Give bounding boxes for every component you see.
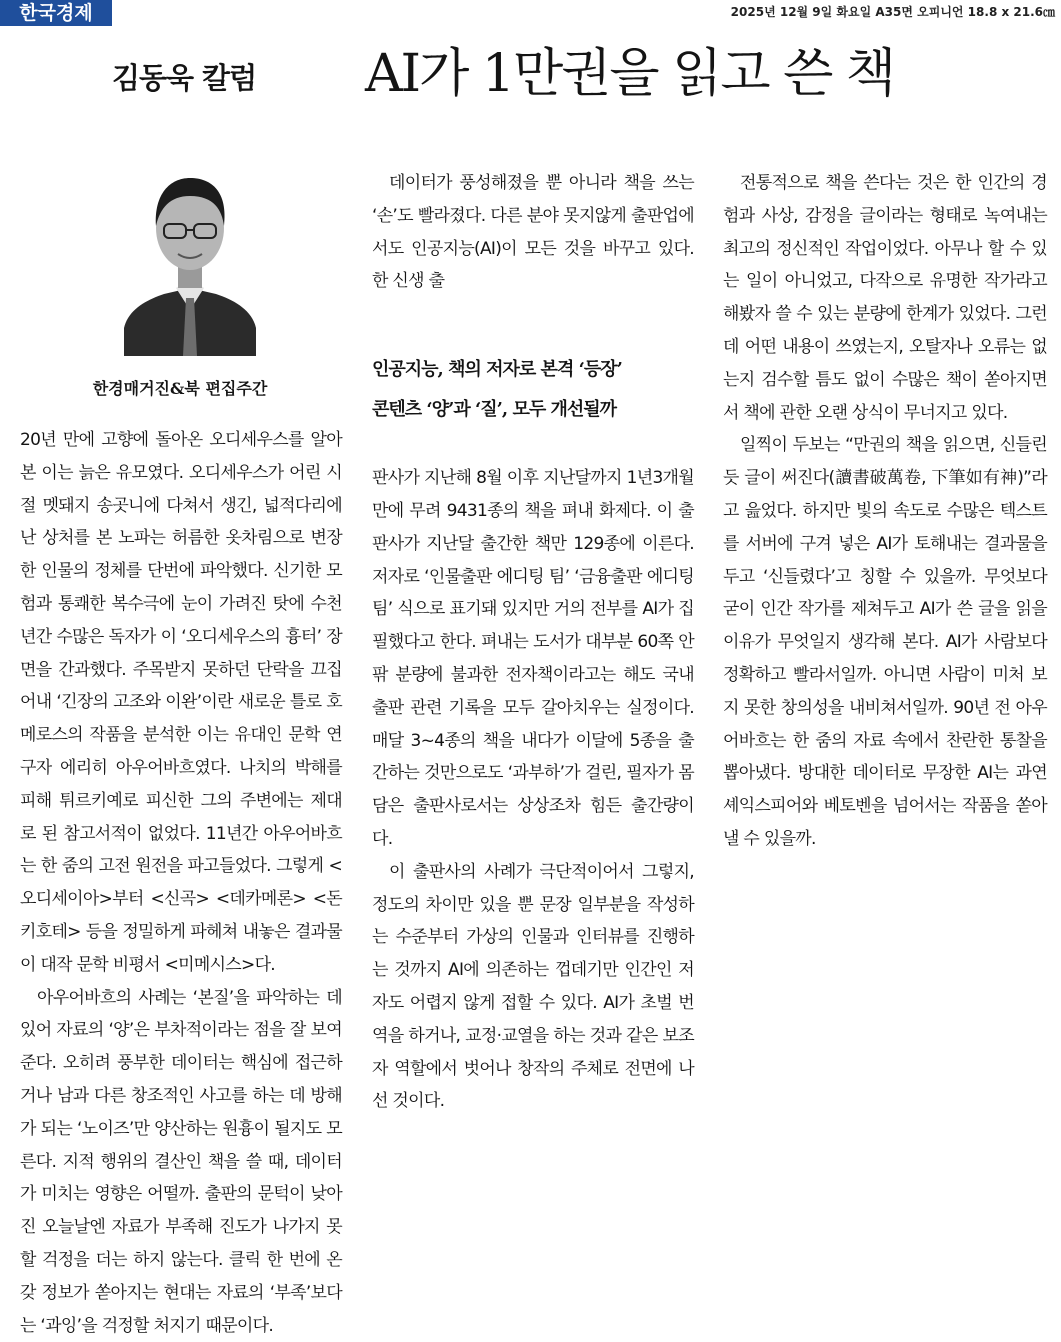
page-title: AI가 1만권을 읽고 쓴 책 xyxy=(365,44,895,104)
publication-info: 2025년 12월 9일 화요일 A35면 오피니언 18.8 x 21.6㎝ xyxy=(730,5,1055,19)
article-paragraph: 데이터가 풍성해졌을 뿐 아니라 책을 쓰는 ‘손’도 빨라졌다. 다른 분야 못지않게 출판업에서도 인공지능(AI)이 모든 것을 바꾸고 있다. 한 신생 출 xyxy=(372,173,694,292)
article-column-1 xyxy=(20,424,342,1342)
article-paragraph: 판사가 지난해 8월 이후 지난달까지 1년3개월 만에 무려 9431종의 책을 펴내 화제다. 이 출판사가 지난달 출간한 책만 129종에 이른다. 저자로 ‘인물출판 에디팅 팀’ ‘금융출판 에디팅 팀’ 식으로 표기돼 있지만 거의 전부를 AI가 집필했다고 한다. 펴내는 도서가 대부분 60쪽 안팎 분량에 불과한 전자책이라고는 해도 국내 출판 관련 기록을 모두 갈아치우는 실정이다. 매달 3~4종의 책을 내다가 이달에 5종을 출간하는 것만으로도 ‘과부하’가 걸린, 필자가 몸담은 출판사로서는 상상조차 힘든 출간량이다. xyxy=(372,468,694,849)
article-paragraph: 이 출판사의 사례가 극단적이어서 그렇지, 정도의 차이만 있을 뿐 문장 일부분을 작성하는 수준부터 가상의 인물과 인터뷰를 진행하는 것까지 AI에 의존하는 껍데기만 인간인 저자도 어렵지 않게 접할 수 있다. AI가 초벌 번역을 하거나, 교정·교열을 하는 것과 같은 보조자 역할에서 벗어나 창작의 주체로 전면에 나선 것이다. xyxy=(372,861,694,1112)
author-byline: 한경매거진&북 편집주간 xyxy=(92,379,268,398)
author-portrait xyxy=(124,160,256,356)
column-label: 김동욱 칼럼 xyxy=(112,61,257,95)
article-paragraph: 일찍이 두보는 “만권의 책을 읽으면, 신들린 듯 글이 써진다(讀書破萬卷, 下筆如有神)”라고 읊었다. 하지만 빛의 속도로 수많은 텍스트를 서버에 구겨 넣은 AI가 토해내는 결과물을 두고 ‘신들렸다’고 칭할 수 있을까. 무엇보다 굳이 인간 작가를 제쳐두고 AI가 쓴 글을 읽을 이유가 무엇일지 생각해 본다. AI가 사람보다 정확하고 빨라서일까. 아니면 사람이 미처 보지 못한 창의성을 내비쳐서일까. 90년 전 아우어바흐는 한 줌의 자료 속에서 찬란한 통찰을 뽑아냈다. 방대한 데이터로 무장한 AI는 과연 셰익스피어와 베토벤을 넘어서는 작품을 쏟아낼 수 있을까. xyxy=(723,435,1047,849)
article-column-2 xyxy=(372,167,694,1118)
subheadline-line-2: 콘텐츠 ‘양’과 ‘질’, 모두 개선될까 xyxy=(372,399,617,421)
article-paragraph: 20년 만에 고향에 돌아온 오디세우스를 알아본 이는 늙은 유모였다. 오디세우스가 어린 시절 멧돼지 송곳니에 다쳐서 생긴, 넓적다리에 난 상처를 본 노파는 허름한 옷차림으로 변장한 인물의 정체를 단번에 파악했다. 신기한 모험과 통쾌한 복수극에 눈이 가려진 탓에 수천년간 수많은 독자가 이 ‘오디세우스의 흉터’ 장면을 간과했다. 주목받지 못하던 단락을 끄집어내 ‘긴장의 고조와 이완’이란 새로운 틀로 호메로스의 작품을 분석한 이는 유대인 문학 연구자 에리히 아우어바흐였다. 나치의 박해를 피해 튀르키예로 피신한 그의 주변에는 제대로 된 참고서적이 없었다. 11년간 아우어바흐는 한 줌의 고전 원전을 파고들었다. 그렇게 <오디세이아>부터 <신곡> <데카메론> <돈키호테> 등을 정밀하게 파헤쳐 내놓은 결과물이 대작 문학 비평서 <미메시스>다. xyxy=(20,430,342,975)
newspaper-masthead: 한국경제 xyxy=(0,0,112,26)
subheadline-line-1: 인공지능, 책의 저자로 본격 ‘등장’ xyxy=(372,359,622,381)
article-paragraph: 전통적으로 책을 쓴다는 것은 한 인간의 경험과 사상, 감정을 글이라는 형태로 녹여내는 최고의 정신적인 작업이었다. 아무나 할 수 있는 일이 아니었고, 다작으로 유명한 작가라고 해봤자 쓸 수 있는 분량에 한계가 있었다. 그런데 어떤 내용이 쓰였는지, 오탈자나 오류는 없는지 검수할 틈도 없이 수많은 책이 쏟아지면서 책에 관한 오랜 상식이 무너지고 있다. xyxy=(723,173,1047,423)
article-subheadline xyxy=(372,350,694,430)
article-column-3 xyxy=(723,167,1047,856)
article-paragraph: 아우어바흐의 사례는 ‘본질’을 파악하는 데 있어 자료의 ‘양’은 부차적이라는 점을 잘 보여준다. 오히려 풍부한 데이터는 핵심에 접근하거나 남과 다른 창조적인 사고를 하는 데 방해가 되는 ‘노이즈’만 양산하는 원흉이 될지도 모른다. 지적 행위의 결산인 책을 쓸 때, 데이터가 미치는 영향은 어떨까. 출판의 문턱이 낮아진 오늘날엔 자료가 부족해 진도가 나가지 못할 걱정을 더는 하지 않는다. 클릭 한 번에 온갖 정보가 쏟아지는 현대는 자료의 ‘부족’보다는 ‘과잉’을 걱정할 처지기 때문이다. xyxy=(20,987,342,1336)
